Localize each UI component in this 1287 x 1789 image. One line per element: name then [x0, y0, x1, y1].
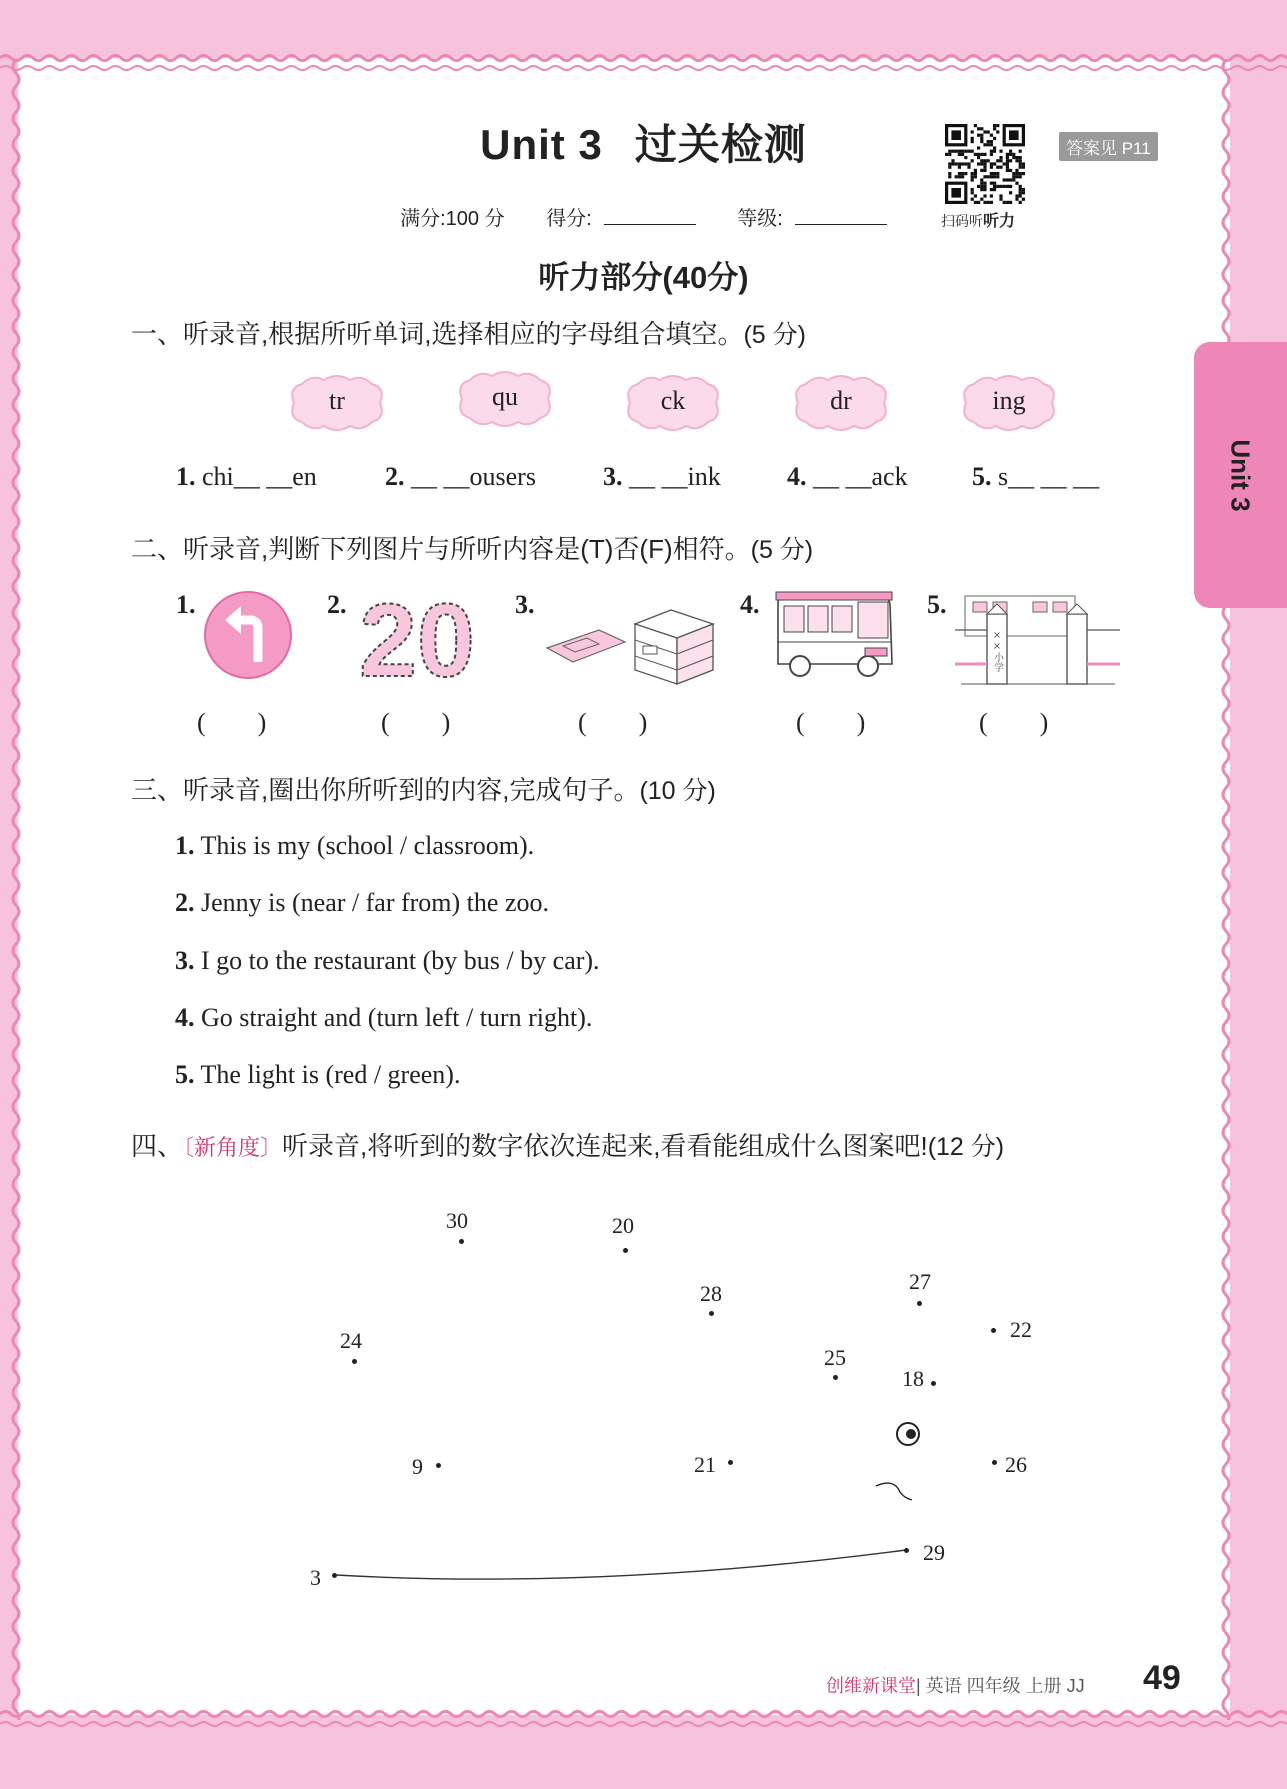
listening-part-title: 听力部分(40分): [538, 260, 749, 295]
sentence-text: Go straight and (turn left / turn right).: [201, 1003, 593, 1032]
sentence-text: The light is (red / green).: [200, 1060, 461, 1089]
section3-title-text: 三、听录音,圈出你所听到的内容,完成句子。: [131, 775, 640, 805]
dot-30[interactable]: [459, 1239, 464, 1244]
qr-caption-bold: 听力: [983, 213, 1016, 230]
section4-prefix: 四、: [131, 1131, 184, 1161]
sentence-text: This is my (school / classroom).: [200, 831, 535, 860]
dot-22[interactable]: [991, 1328, 996, 1333]
score-line: [0, 202, 1287, 231]
footer-info: | 英语 四年级 上册 JJ: [916, 1676, 1085, 1696]
sentence-number: 2.: [175, 888, 195, 917]
sentence-2[interactable]: [175, 888, 549, 918]
item-text: __ __ink: [629, 462, 721, 491]
answer-paren-2[interactable]: ( ): [381, 708, 451, 737]
option-cloud-tr: [288, 374, 386, 437]
section1-points: (5 分): [743, 321, 806, 349]
ticket-and-buildings-picture: [543, 600, 723, 690]
score-label: 得分:: [546, 208, 592, 230]
picture-number-2: 2.: [327, 590, 347, 619]
answer-paren-4[interactable]: ( ): [796, 708, 866, 737]
dot-label-30: 30: [446, 1208, 468, 1233]
sentence-number: 4.: [175, 1003, 195, 1032]
dot-27[interactable]: [917, 1301, 922, 1306]
sentence-number: 5.: [175, 1060, 195, 1089]
section4-title: [131, 1126, 1004, 1163]
grade-label: 等级:: [737, 208, 783, 230]
dot-label-24: 24: [340, 1328, 362, 1353]
dot-label-25: 25: [824, 1345, 846, 1370]
dot-label-26: 26: [1005, 1452, 1027, 1477]
answer-paren-5[interactable]: ( ): [979, 708, 1049, 737]
score-blank[interactable]: [604, 206, 696, 225]
dot-18[interactable]: [931, 1381, 936, 1386]
section1-title: [131, 314, 806, 351]
fill-item-3[interactable]: [603, 462, 721, 492]
full-marks: 满分:100 分: [400, 208, 505, 230]
footer-brand: 创维新课堂: [826, 1676, 916, 1696]
dot-21[interactable]: [728, 1460, 733, 1465]
sentence-number: 1.: [175, 831, 195, 860]
section1-title-text: 一、听录音,根据所听单词,选择相应的字母组合填空。: [131, 319, 744, 349]
title-cn: 过关检测: [634, 121, 807, 168]
new-angle-tag: 〔新角度〕: [183, 1135, 283, 1160]
school-gate-picture: [955, 590, 1120, 692]
section4-title-text: 听录音,将听到的数字依次连起来,看看能组成什么图案吧!: [282, 1131, 928, 1161]
item-number: 5.: [972, 462, 992, 491]
dot-3[interactable]: [332, 1573, 337, 1578]
item-number: 1.: [176, 462, 196, 491]
bus-picture: [770, 588, 898, 684]
grade-blank[interactable]: [795, 206, 887, 225]
sentence-1[interactable]: [175, 831, 534, 861]
dot-label-3: 3: [310, 1565, 321, 1590]
number-20-text: 20: [359, 590, 475, 690]
option-cloud-ing: [960, 374, 1058, 437]
dot-label-18: 18: [902, 1366, 924, 1391]
dot-label-21: 21: [694, 1452, 716, 1477]
dot-24[interactable]: [352, 1359, 357, 1364]
picture-number-3: 3.: [515, 590, 535, 619]
dot-28[interactable]: [709, 1311, 714, 1316]
dot-20[interactable]: [623, 1248, 628, 1253]
answer-paren-1[interactable]: ( ): [197, 708, 267, 737]
dot-label-20: 20: [612, 1213, 634, 1238]
qr-caption-prefix: 扫码听: [941, 213, 983, 229]
item-text: s__ __ __: [998, 462, 1100, 491]
option-label: tr: [329, 386, 345, 415]
fill-item-2[interactable]: [385, 462, 536, 492]
side-tab-label: Unit 3: [1225, 438, 1256, 512]
item-number: 2.: [385, 462, 405, 491]
dot-25[interactable]: [833, 1375, 838, 1380]
option-label: dr: [830, 386, 852, 415]
item-text: __ __ousers: [411, 462, 536, 491]
picture-number-4: 4.: [740, 590, 760, 619]
sentence-5[interactable]: [175, 1060, 460, 1090]
item-text: __ __ack: [813, 462, 908, 491]
footer: [826, 1672, 1085, 1698]
fill-item-5[interactable]: [972, 462, 1099, 492]
picture-number-1: 1.: [176, 590, 196, 619]
section4-points: (12 分): [927, 1133, 1005, 1161]
option-label: ck: [660, 386, 686, 415]
dot-puzzle-drawing: [300, 1290, 950, 1580]
sentence-text: I go to the restaurant (by bus / by car).: [201, 946, 600, 975]
dot-26[interactable]: [992, 1460, 997, 1465]
dot-label-9: 9: [412, 1454, 423, 1479]
section3-points: (10 分): [639, 777, 716, 805]
item-text: chi__ __en: [202, 462, 317, 491]
fill-item-1[interactable]: [176, 462, 317, 492]
option-cloud-dr: [792, 374, 890, 437]
dot-label-28: 28: [700, 1281, 722, 1306]
qr-code-icon[interactable]: [945, 124, 1025, 204]
title-unit: Unit 3: [480, 121, 603, 168]
dot-29[interactable]: [904, 1548, 909, 1553]
dot-label-27: 27: [909, 1269, 931, 1294]
sentence-text: Jenny is (near / far from) the zoo.: [201, 888, 549, 917]
page-number: 49: [1143, 1659, 1181, 1697]
sentence-4[interactable]: [175, 1003, 592, 1033]
dot-label-29: 29: [923, 1540, 945, 1565]
gate-sign-text: ××小学: [991, 630, 1003, 672]
dot-label-22: 22: [1010, 1317, 1032, 1342]
sentence-3[interactable]: [175, 946, 600, 976]
section3-title: [131, 770, 716, 807]
answer-tag: 答案见 P11: [1059, 132, 1158, 161]
mouth-icon: [876, 1483, 912, 1500]
option-cloud-ck: [624, 374, 722, 437]
section2-title: [131, 529, 813, 566]
picture-number-5: 5.: [927, 590, 947, 619]
fill-item-4[interactable]: [787, 462, 908, 492]
section2-points: (5 分): [750, 536, 814, 564]
option-label: qu: [492, 382, 518, 411]
unit-side-tab: [1194, 342, 1287, 608]
answer-paren-3[interactable]: ( ): [578, 708, 648, 737]
section2-title-text: 二、听录音,判断下列图片与所听内容是(T)否(F)相符。: [131, 534, 751, 564]
dot-9[interactable]: [436, 1463, 441, 1468]
option-label: ing: [992, 386, 1026, 415]
item-number: 3.: [603, 462, 623, 491]
item-number: 4.: [787, 462, 807, 491]
number-20-picture: [350, 590, 485, 690]
sentence-number: 3.: [175, 946, 195, 975]
turn-left-sign-icon: [203, 590, 293, 680]
option-cloud-qu: [456, 370, 554, 433]
